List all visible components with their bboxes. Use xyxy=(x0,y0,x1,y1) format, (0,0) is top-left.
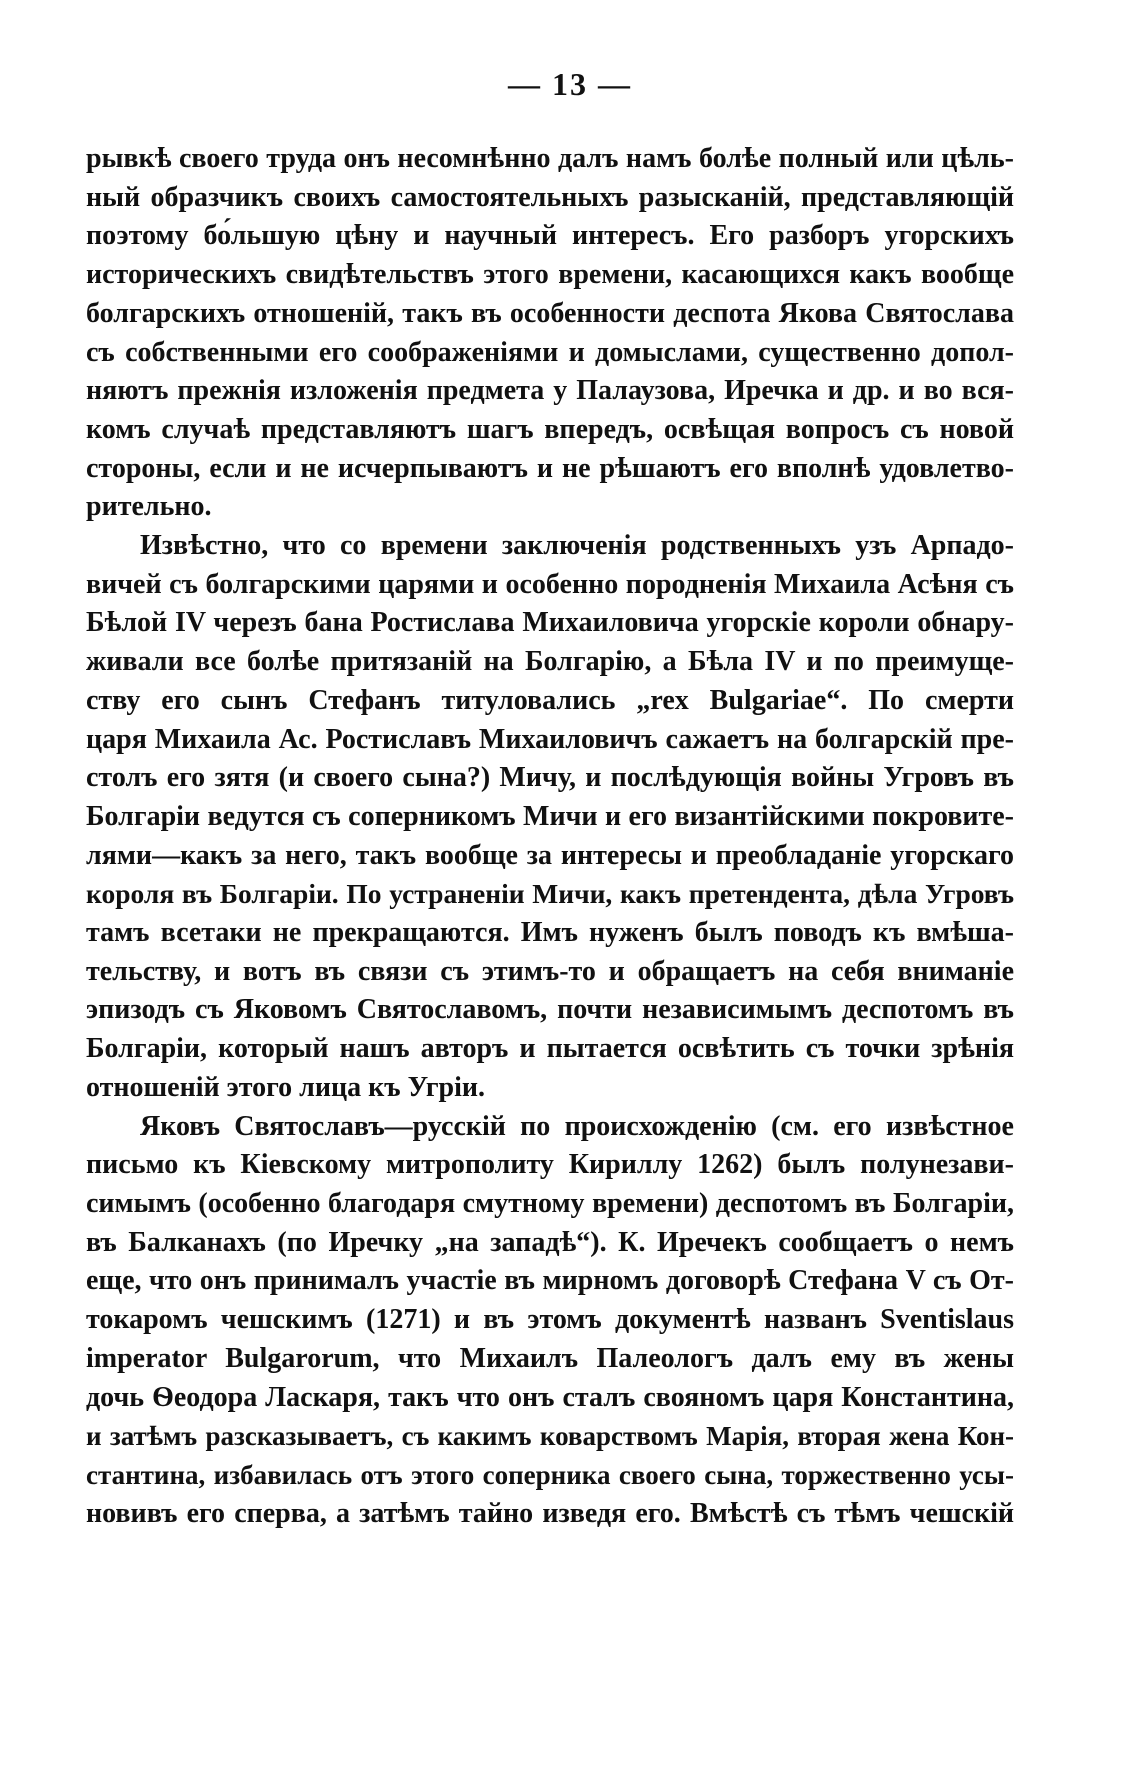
text-line: дочь Ѳеодора Ласкаря, такъ что онъ сталъ свояномъ царя Константина, xyxy=(86,1381,1014,1413)
paragraph-1 xyxy=(86,140,1014,527)
page-number: — 13 — xyxy=(508,66,632,102)
text-line: Яковъ Святославъ—русскій по происхожденію (см. его извѣстное xyxy=(140,1110,1014,1142)
text-line: комъ случаѣ представляютъ шагъ впередъ, освѣщая вопросъ съ новой xyxy=(86,413,1014,445)
text-line: няютъ прежнія изложенія предмета у Палаузова, Иречка и др. и во вся- xyxy=(86,375,1014,407)
text-line: Извѣстно, что со времени заключенія родственныхъ узъ Арпадо- xyxy=(140,530,1014,562)
text-line: ству его сынъ Стефанъ титуловались „rex Bulgariae“. По смерти xyxy=(86,684,1014,716)
text-line: историческихъ свидѣтельствъ этого времени, касающихся какъ вообще xyxy=(86,259,1014,291)
text-line: въ Балканахъ (по Иречку „на западѣ“). К. Иречекъ сообщаетъ о немъ xyxy=(86,1226,1014,1258)
text-line: тельству, и вотъ въ связи съ этимъ-то и обращаетъ на себя вниманіе xyxy=(86,955,1014,987)
text-line: и затѣмъ разсказываетъ, съ какимъ коварствомъ Марія, вторая жена Кон- xyxy=(86,1421,1014,1452)
text-line: imperator Bulgarorum, что Михаилъ Палеологъ далъ ему въ жены xyxy=(86,1342,1014,1374)
text-line: Бѣлой IV черезъ бана Ростислава Михаиловича угорскіе короли обнару- xyxy=(86,607,1014,639)
text-line: токаромъ чешскимъ (1271) и въ этомъ документѣ названъ Sventislaus xyxy=(86,1304,1014,1336)
text-line: лями—какъ за него, такъ вообще за интересы и преобладаніе угорскаго xyxy=(86,839,1014,871)
text-line: ный образчикъ своихъ самостоятельныхъ разысканій, представляющій xyxy=(86,181,1014,213)
text-line: рительно. xyxy=(86,491,212,523)
text-line: царя Михаила Ас. Ростиславъ Михаиловичъ сажаетъ на болгарскій пре- xyxy=(86,723,1014,755)
text-line: Болгаріи ведутся съ соперникомъ Мичи и его византійскими покровите- xyxy=(86,800,1014,832)
paragraph-2 xyxy=(86,527,1014,1108)
text-line: письмо къ Кіевскому митрополиту Кириллу 1262) былъ полунезави- xyxy=(86,1149,1014,1181)
text-line: эпизодъ съ Яковомъ Святославомъ, почти независимымъ деспотомъ въ xyxy=(86,994,1014,1026)
text-line: живали все болѣе притязаній на Болгарію, а Бѣла IV и по преимуще- xyxy=(86,646,1014,678)
text-line: новивъ его сперва, а затѣмъ тайно изведя его. Вмѣстѣ съ тѣмъ чешскій xyxy=(86,1497,1014,1529)
text-line: короля въ Болгаріи. По устраненіи Мичи, какъ претендента, дѣла Угровъ xyxy=(86,878,1014,910)
text-line: поэтому бо́льшую цѣну и научный интересъ. Его разборъ угорскихъ xyxy=(86,220,1014,252)
text-line: столъ его зятя (и своего сына?) Мичу, и послѣдующія войны Угровъ въ xyxy=(86,762,1014,794)
paragraph-3 xyxy=(86,1108,1014,1534)
text-line: стантина, избавилась отъ этого соперника своего сына, торжественно усы- xyxy=(86,1459,1014,1490)
text-line: стороны, если и не исчерпываютъ и не рѣшаютъ его вполнѣ удовлетво- xyxy=(86,452,1014,484)
text-line: вичей съ болгарскими царями и особенно породненія Михаила Асѣня съ xyxy=(86,568,1014,600)
text-line: еще, что онъ принималъ участіе въ мирномъ договорѣ Стефана V съ От- xyxy=(86,1265,1014,1297)
text-line: болгарскихъ отношеній, такъ въ особенности деспота Якова Святослава xyxy=(86,297,1014,329)
text-line: рывкѣ своего труда онъ несомнѣнно далъ намъ болѣе полный или цѣль- xyxy=(86,143,1014,174)
text-line: симымъ (особенно благодаря смутному времени) деспотомъ въ Болгаріи, xyxy=(86,1187,1014,1219)
body-text xyxy=(86,140,1014,1533)
text-line: отношеній этого лица къ Угріи. xyxy=(86,1071,486,1103)
text-line: Болгаріи, который нашъ авторъ и пытается освѣтить съ точки зрѣнія xyxy=(86,1033,1014,1065)
text-line: съ собственными его соображеніями и домыслами, существенно допол- xyxy=(86,336,1014,368)
text-line: тамъ всетаки не прекращаются. Имъ нуженъ былъ поводъ къ вмѣша- xyxy=(86,917,1014,949)
